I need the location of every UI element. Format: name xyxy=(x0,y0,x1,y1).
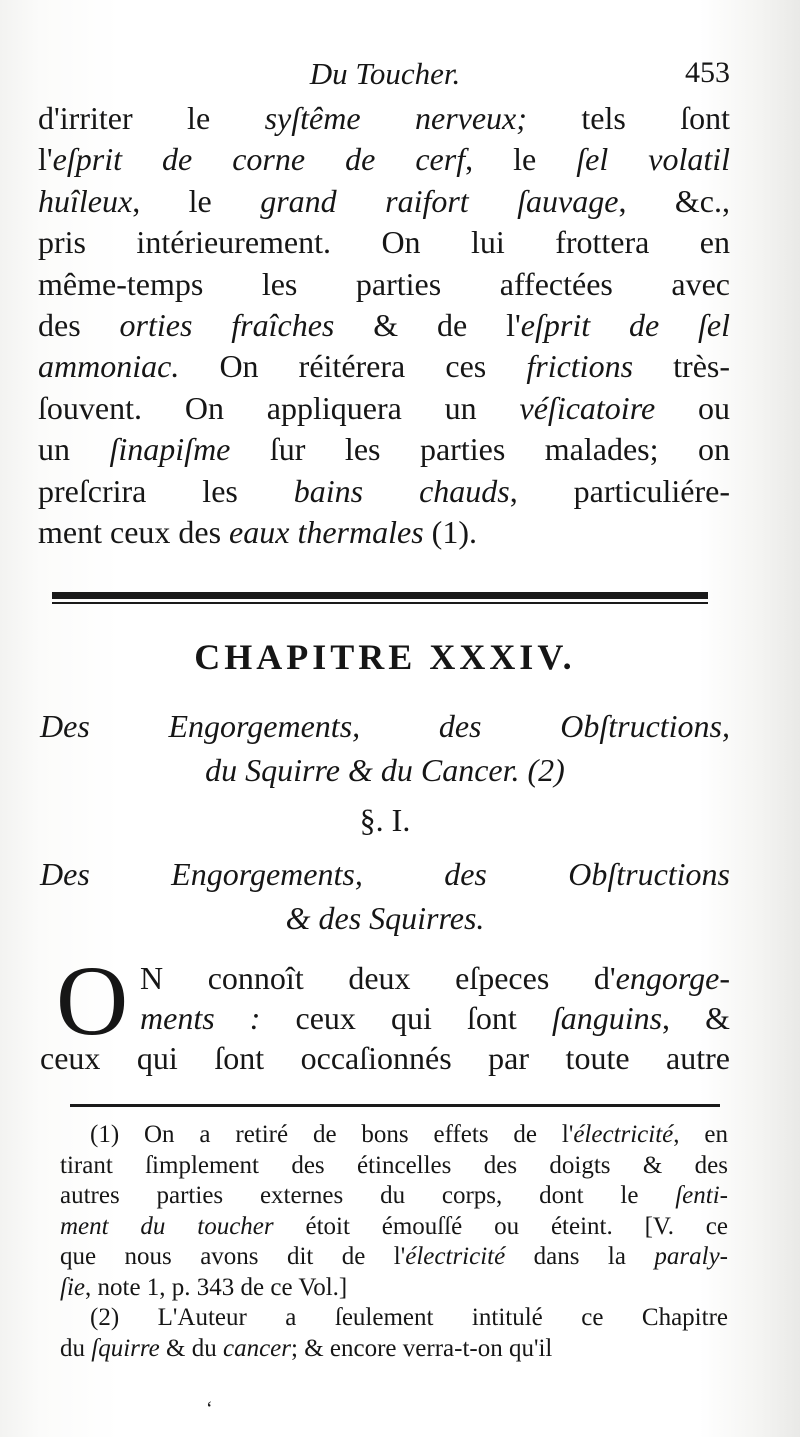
italic-text: ſquirre xyxy=(91,1334,160,1362)
italic-text: véſicatoire xyxy=(519,389,656,426)
drop-cap: O xyxy=(56,945,129,1056)
italic-text: eaux thermales xyxy=(229,513,424,550)
opening-paragraph xyxy=(40,945,731,1078)
double-rule-divider xyxy=(52,592,708,606)
italic-text: frictions xyxy=(526,348,634,385)
text-line: que nous avons dit de l'électricité dans la paraly- xyxy=(60,1243,728,1270)
italic-text: ſie xyxy=(60,1273,85,1301)
text-line: preſcrira les bains chauds, particuliére- xyxy=(38,472,730,509)
italic-text: ſel volatil xyxy=(576,141,730,178)
page-number: 453 xyxy=(685,56,730,89)
italic-text: électricité xyxy=(405,1243,506,1270)
italic-text: ſinapiſme xyxy=(109,431,231,468)
italic-text: huîleux xyxy=(38,182,133,219)
italic-text: bains chauds xyxy=(293,472,510,509)
italic-text: paraly- xyxy=(654,1243,728,1270)
thick-rule xyxy=(52,592,708,599)
footnotes xyxy=(60,1120,728,1364)
running-head xyxy=(40,56,730,100)
italic-text: grand raifort ſauvage xyxy=(260,182,619,219)
text-line: du ſquirre & du cancer; & encore verra-t-on qu'il xyxy=(60,1334,553,1362)
italic-text: eſprit de ſel xyxy=(520,306,730,343)
text-line: huîleux, le grand raifort ſauvage, &c., xyxy=(38,182,730,219)
section-heading-line-1: Des Engorgements, des Obſtructions xyxy=(40,856,730,892)
text-line: ceux qui ſont occaſionnés par toute autre xyxy=(40,1040,730,1076)
text-line: ment ceux des eaux thermales (1). xyxy=(38,513,477,550)
text-line: des orties fraîches & de l'eſprit de ſel xyxy=(38,306,730,343)
text-line: un ſinapiſme ſur les parties malades; on xyxy=(38,431,730,468)
stray-ink-mark: ʻ xyxy=(206,1398,213,1420)
opening-lines xyxy=(40,945,731,1078)
top-paragraph xyxy=(38,98,730,553)
chapter-title: CHAPITRE XXXIV. xyxy=(194,637,576,677)
italic-text: ſanguins xyxy=(551,1000,663,1036)
chapter-heading-line-1: Des Engorgements, des Obſtructions, xyxy=(40,708,730,744)
text-line: pris intérieurement. On lui frottera en xyxy=(38,224,730,261)
text-line: l'eſprit de corne de cerf, le ſel volatil xyxy=(38,141,730,178)
italic-text: engorge- xyxy=(615,960,730,996)
text-line: ſouvent. On appliquera un véſicatoire ou xyxy=(38,389,730,426)
section-mark: §. I. xyxy=(359,802,411,838)
text-line: ment du toucher étoit émouſſé ou éteint. [V. ce xyxy=(60,1212,728,1240)
text-line: ſie, note 1, p. 343 de ce Vol.] xyxy=(60,1273,348,1301)
italic-text: cancer xyxy=(222,1334,292,1362)
text-line: ments : ceux qui ſont ſanguins, & xyxy=(140,1000,731,1036)
text-line: autres parties externes du corps, dont le ſenti- xyxy=(60,1182,728,1209)
italic-text: électricité xyxy=(573,1121,674,1148)
italic-text: syſtême nerveux; xyxy=(264,100,527,136)
text-line: ammoniac. On réitérera ces frictions très- xyxy=(38,348,730,385)
text-line: N connoît deux eſpeces d'engorge- xyxy=(140,960,730,996)
text-line: (1) On a retiré de bons effets de l'électricité, en xyxy=(90,1121,728,1148)
text-line: tirant ſimplement des étincelles des doigts & des xyxy=(60,1151,728,1179)
footnote-rule xyxy=(70,1104,720,1107)
thin-rule xyxy=(52,602,708,604)
text-line: même-temps les parties affectées avec xyxy=(38,265,730,302)
italic-text: eſprit de corne de cerf xyxy=(52,141,466,178)
text-line: (2) L'Auteur a ſeulement intitulé ce Chapitre xyxy=(90,1304,728,1331)
italic-text: ſenti- xyxy=(675,1182,728,1209)
italic-text: orties fraîches xyxy=(119,306,335,343)
italic-text: ments : xyxy=(140,1000,261,1036)
text-line: d'irriter le syſtême nerveux; tels ſont xyxy=(38,100,730,136)
section-heading-line-2: & des Squirres. xyxy=(285,900,485,936)
running-title: Du Toucher. xyxy=(309,56,461,91)
section-heading xyxy=(40,852,730,940)
chapter-heading xyxy=(40,704,730,792)
chapter-heading-line-2: du Squirre & du Cancer. (2) xyxy=(205,752,565,788)
italic-text: ammoniac. xyxy=(38,348,180,385)
italic-text: ment du toucher xyxy=(60,1212,274,1240)
